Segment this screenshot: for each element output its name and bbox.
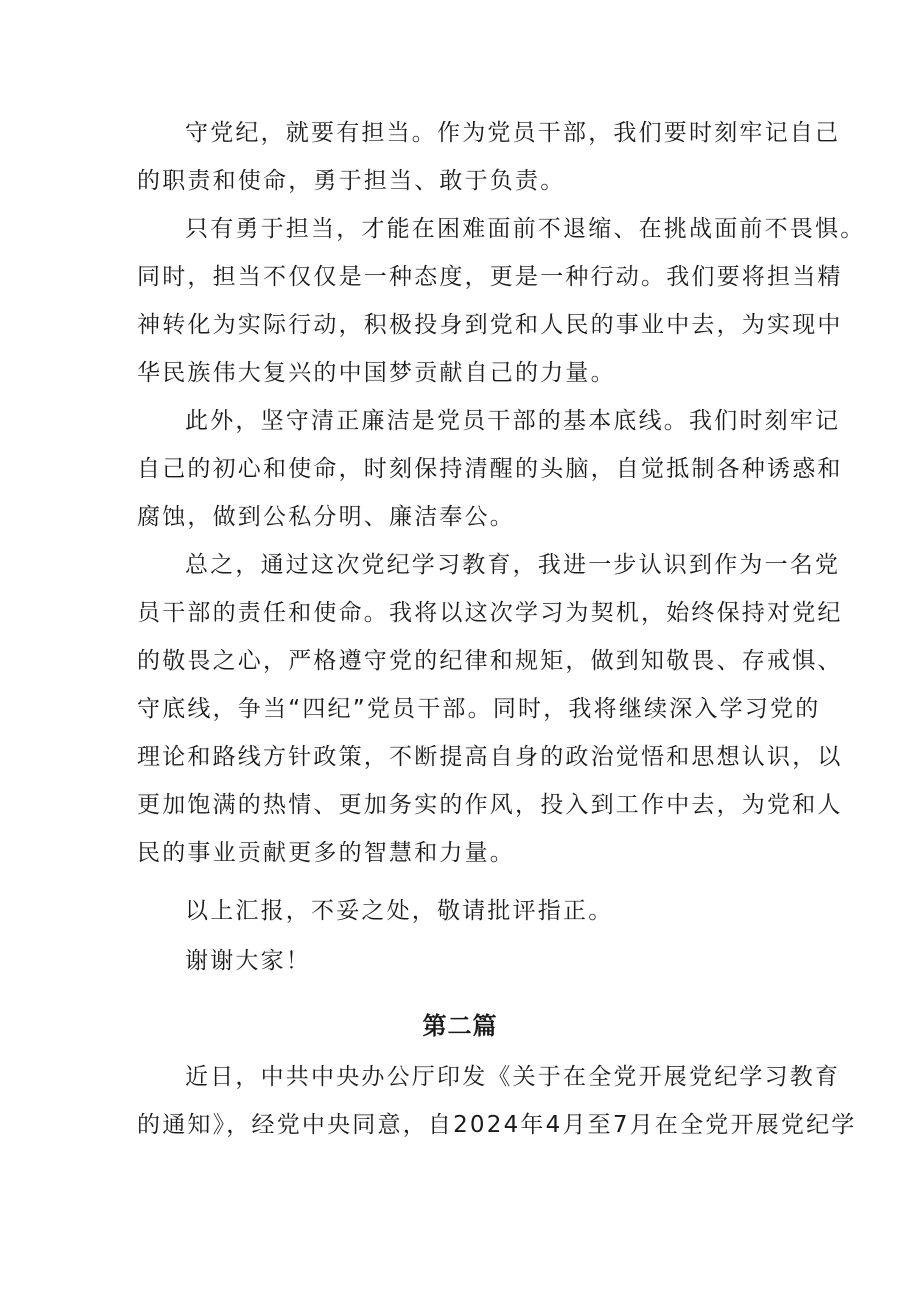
- text-line: 谢谢大家！: [185, 948, 311, 974]
- text-line: 守党纪，就要有担当。作为党员干部，我们要时刻牢记自己: [185, 120, 841, 146]
- text-line: 的敬畏之心，严格遵守党的纪律和规矩，做到知敬畏、存戒惧、: [137, 648, 843, 674]
- text-line: 只有勇于担当，才能在困难面前不退缩、在挑战面前不畏惧。: [185, 216, 866, 242]
- text-line: 守底线，争当“四纪”党员干部。同时，我将继续深入学习党的: [137, 696, 821, 722]
- text-line: 神转化为实际行动，积极投身到党和人民的事业中去，为实现中: [137, 312, 843, 338]
- text-line: 近日，中共中央办公厅印发《关于在全党开展党纪学习教育: [185, 1064, 841, 1090]
- text-line: 同时，担当不仅仅是一种态度，更是一种行动。我们要将担当精: [137, 264, 843, 290]
- text-line: 理论和路线方针政策，不断提高自身的政治觉悟和思想认识，以: [137, 744, 843, 770]
- text-line: 自己的初心和使命，时刻保持清醒的头脑，自觉抵制各种诱惑和: [137, 456, 843, 482]
- text-line: 的职责和使命，勇于担当、敢于负责。: [137, 168, 566, 194]
- text-line: 以上汇报，不妥之处，敬请批评指正。: [185, 898, 614, 924]
- section-heading: 第二篇: [422, 1012, 498, 1040]
- text-line: 腐蚀，做到公私分明、廉洁奉公。: [137, 504, 515, 530]
- text-line: 此外，坚守清正廉洁是党员干部的基本底线。我们时刻牢记: [185, 408, 841, 434]
- text-line: 民的事业贡献更多的智慧和力量。: [137, 840, 515, 866]
- text-line: 员干部的责任和使命。我将以这次学习为契机，始终保持对党纪: [137, 600, 843, 626]
- text-line: 的通知》，经党中央同意，自2024年4月至7月在全党开展党纪学: [137, 1112, 857, 1138]
- text-line: 总之，通过这次党纪学习教育，我进一步认识到作为一名党: [185, 552, 841, 578]
- text-line: 华民族伟大复兴的中国梦贡献自己的力量。: [137, 360, 616, 386]
- text-line: 更加饱满的热情、更加务实的作风，投入到工作中去，为党和人: [137, 792, 843, 818]
